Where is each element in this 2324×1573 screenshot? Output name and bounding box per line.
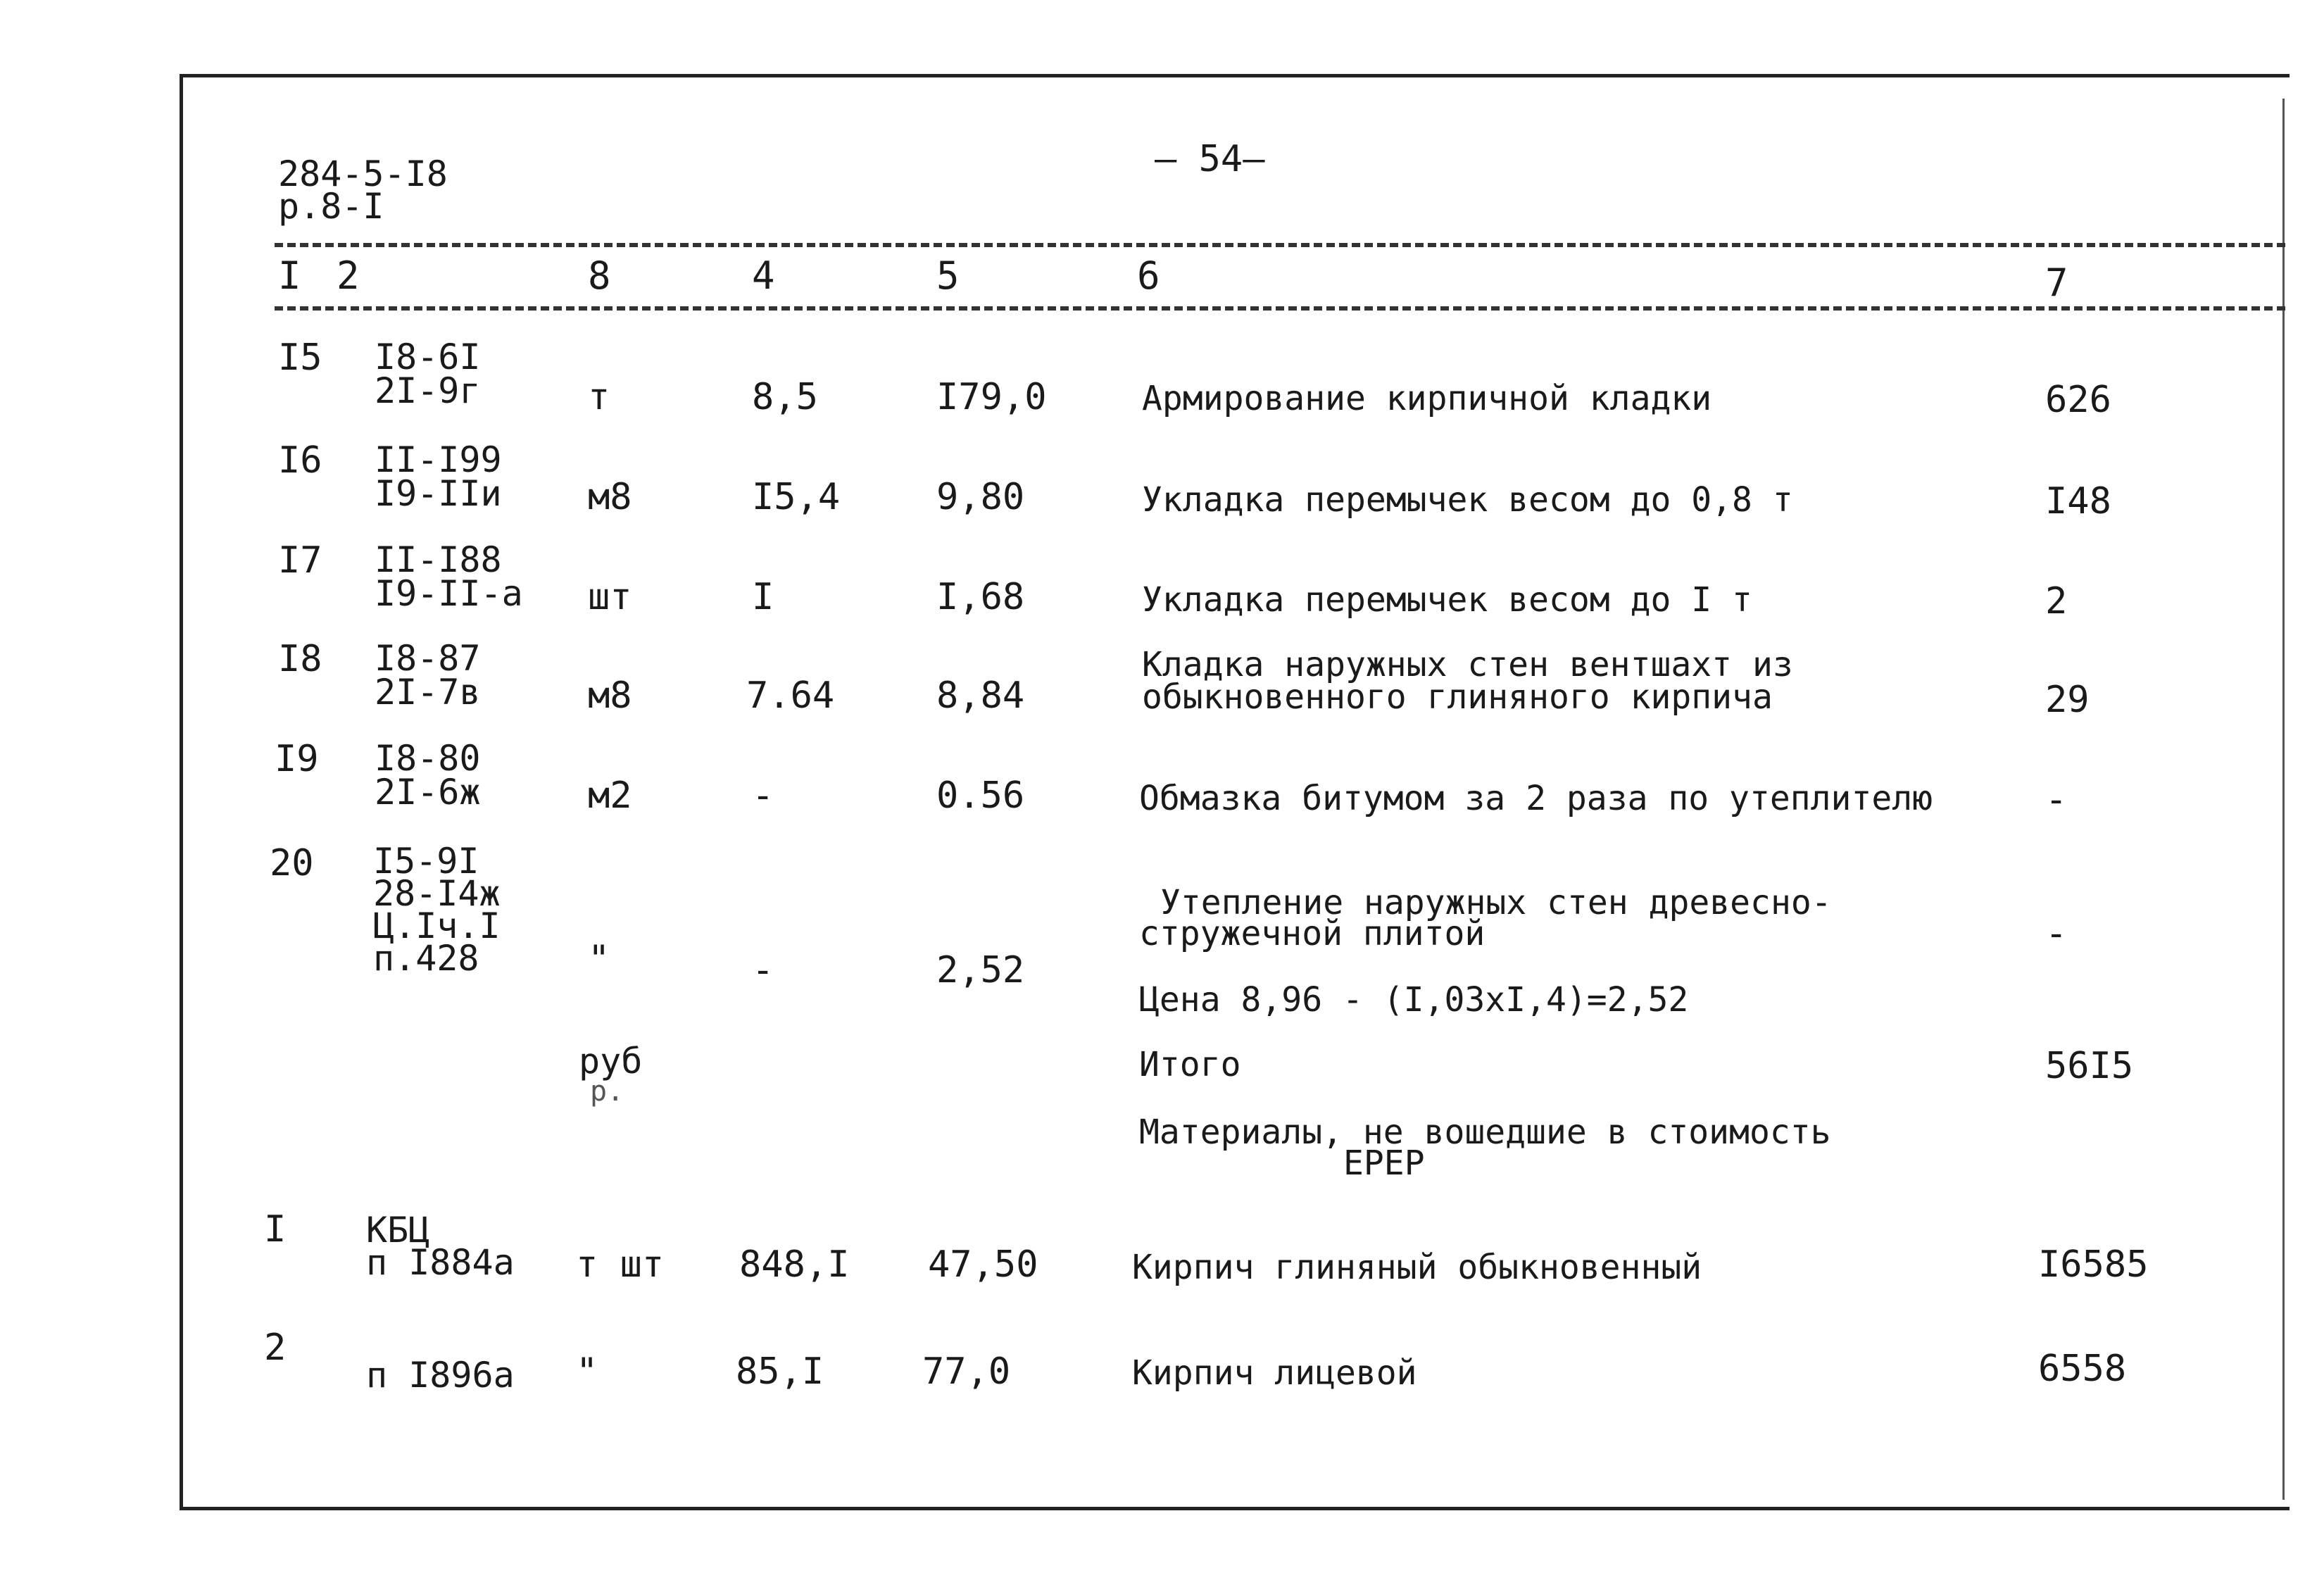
row-total: - (2045, 913, 2068, 955)
material-code-secondary: п I884а (366, 1242, 515, 1283)
row-number: I5 (278, 337, 322, 379)
row-number: I9 (275, 738, 319, 780)
row-code: II-I88 (375, 539, 502, 580)
row-number: 20 (270, 842, 314, 884)
row-quantity: 7.64 (746, 675, 835, 717)
material-quantity: 848,I (739, 1243, 850, 1286)
row-unit: м2 (588, 775, 632, 817)
header-rule-bottom (275, 306, 2285, 311)
row-total: 2 (2045, 580, 2068, 622)
column-header-4: 4 (752, 253, 775, 298)
row-code-paragraph: п.428 (373, 938, 479, 979)
row-unit: " (588, 938, 610, 980)
row-description: Обмазка битумом за 2 раза по утеплителю (1139, 779, 1933, 818)
price-calculation: Цена 8,96 - (I,03xI,4)=2,52 (1139, 980, 1689, 1020)
row-code-secondary: I9-II-а (375, 573, 523, 614)
material-code-secondary: п I896а (366, 1355, 515, 1396)
row-description: Укладка перемычек весом до 0,8 т (1142, 480, 1793, 520)
row-description: Кладка наружных стен вентшахт из (1142, 645, 1793, 684)
row-number: I6 (278, 439, 322, 482)
header-rule-top (275, 243, 2285, 247)
materials-heading-line2: ЕРЕР (1343, 1143, 1425, 1183)
material-description: Кирпич лицевой (1132, 1353, 1417, 1393)
row-quantity: I5,4 (752, 476, 841, 518)
document-code: 284-5-I8 (278, 153, 448, 194)
row-code: I5-9I (373, 841, 479, 882)
summary-unit: руб (579, 1041, 643, 1082)
column-header-2: 2 (337, 253, 360, 298)
material-total: I6585 (2038, 1243, 2149, 1286)
row-description-line2: стружечной плитой (1139, 914, 1486, 953)
material-number: 2 (264, 1327, 287, 1369)
row-code-secondary: 2I-7в (375, 672, 481, 713)
row-description-line2: обыкновенного глиняного кирпича (1142, 677, 1773, 717)
row-unit: м8 (588, 675, 632, 717)
column-header-1: I (278, 253, 301, 298)
material-quantity: 85,I (736, 1350, 824, 1393)
row-code: I8-6I (375, 337, 481, 377)
row-price: 8,84 (936, 675, 1025, 717)
row-code: I8-87 (375, 638, 481, 679)
row-total: 626 (2045, 379, 2111, 421)
row-code-reference: Ц.Iч.I (373, 905, 501, 946)
column-header-6: 6 (1137, 253, 1160, 298)
row-description: Армирование кирпичной кладки (1142, 379, 1712, 418)
row-code-secondary: 2I-6ж (375, 772, 481, 813)
row-code-secondary: 2I-9г (375, 370, 481, 411)
row-code-secondary: I9-IIи (375, 473, 502, 514)
material-code: КБЦ (366, 1210, 430, 1251)
row-unit: м8 (588, 476, 632, 518)
row-quantity: 8,5 (752, 376, 818, 418)
row-code: II-I99 (375, 439, 502, 480)
row-unit: т (588, 376, 610, 418)
row-description: Утепление наружных стен древесно- (1160, 883, 1832, 922)
row-description: Укладка перемычек весом до I т (1142, 580, 1752, 620)
materials-heading: Материалы, не вошедшие в стоимость (1139, 1113, 1831, 1152)
row-quantity: - (752, 949, 774, 991)
material-total: 6558 (2038, 1348, 2127, 1390)
row-number: I8 (278, 638, 322, 680)
page-number: — 54— (1155, 138, 1265, 180)
material-price: 47,50 (928, 1243, 1038, 1286)
material-unit: " (576, 1350, 598, 1393)
row-code-secondary: 28-I4ж (373, 873, 501, 914)
row-price: I79,0 (936, 376, 1047, 418)
row-quantity: - (752, 775, 774, 817)
column-header-5: 5 (936, 253, 960, 298)
material-description: Кирпич глиняный обыкновенный (1132, 1248, 1702, 1287)
row-price: 2,52 (936, 949, 1025, 991)
summary-unit-note: р. (590, 1075, 624, 1108)
material-price: 77,0 (922, 1350, 1011, 1393)
material-number: I (264, 1208, 287, 1251)
material-unit: т шт (576, 1243, 665, 1286)
document-section: p.8-I (278, 186, 384, 227)
row-unit: шт (588, 576, 632, 618)
summary-total: 56I5 (2045, 1045, 2134, 1087)
column-header-7: 7 (2045, 261, 2068, 305)
row-number: I7 (278, 539, 322, 582)
row-total: - (2045, 779, 2068, 821)
row-total: I48 (2045, 480, 2111, 522)
row-price: 9,80 (936, 476, 1025, 518)
row-total: 29 (2045, 679, 2090, 721)
row-price: 0.56 (936, 775, 1025, 817)
row-quantity: I (752, 576, 774, 618)
summary-label: Итого (1139, 1045, 1241, 1084)
row-code: I8-80 (375, 738, 481, 779)
row-price: I,68 (936, 576, 1025, 618)
column-header-3: 8 (588, 253, 611, 298)
